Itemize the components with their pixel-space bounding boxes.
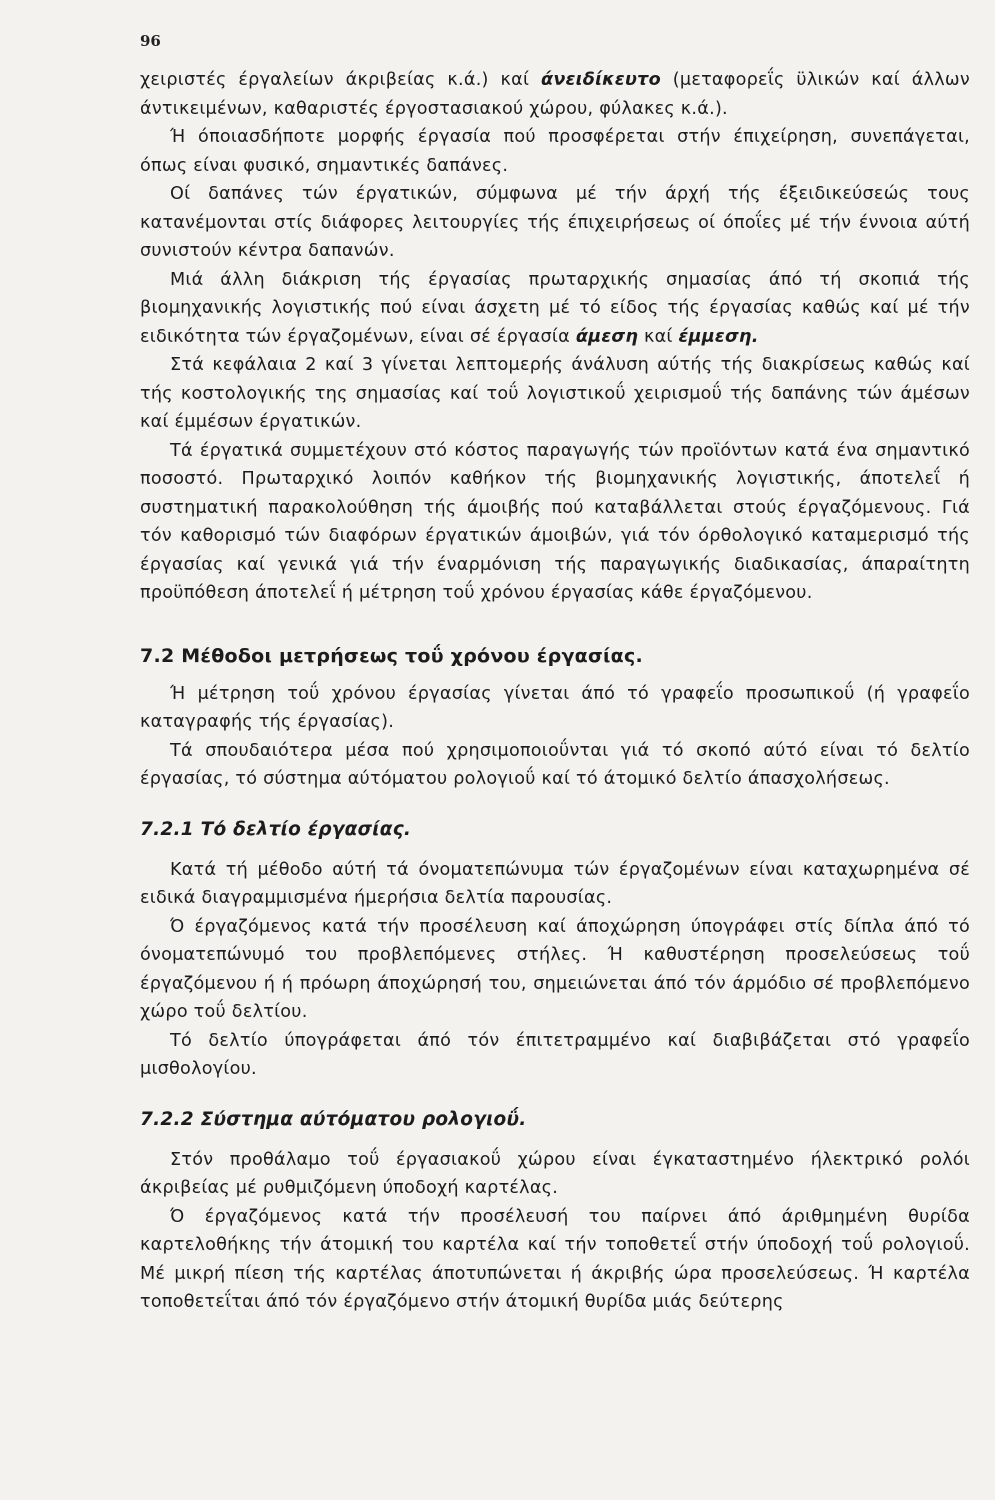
paragraph: Οί δαπάνες τών έργατικών, σύμφωνα μέ τήν άρχή τής έξειδικεύσεώς τους κατανέμονται στίς διάφορες λειτουργίες τής έπιχειρήσεως οί όποΐες μέ τήν έννοια αύτή συνιστούν κέντρα δαπανών. — [140, 184, 970, 261]
paragraph-text: (μεταφορεΐς ϋλικών καί άλλων άντικειμένων, καθαριστές έργοστασιακού χώρου, φύλακες κ.ά.). — [140, 70, 970, 119]
paragraph: Ή μέτρηση τοΰ χρόνου έργασίας γίνεται άπό τό γραφεΐο προσωπικοΰ (ή γραφεΐο καταγραφής τής έργασίας). — [140, 683, 970, 732]
subsection-heading: 7.2.2 Σύστημα αύτόματου ρολογιοΰ. — [140, 1108, 527, 1130]
subsection-heading: 7.2.1 Τό δελτίο έργασίας. — [140, 818, 412, 840]
paragraph: Τό δελτίο ύπογράφεται άπό τόν έπιτετραμμένο καί διαβιβάζεται στό γραφεΐο μισθολογίου. — [140, 1030, 970, 1079]
emphasis-term: έμμεση. — [678, 326, 759, 347]
page-number: 96 — [140, 32, 161, 50]
page-body — [140, 66, 970, 1317]
paragraph: Στόν προθάλαμο τοΰ έργασιακοΰ χώρου είναι έγκαταστημένο ήλεκτρικό ρολόι άκριβείας μέ ρυθμιζόμενη ύποδοχή καρτέλας. — [140, 1149, 970, 1198]
paragraph-text: Μιά άλλη διάκριση τής έργασίας πρωταρχικής σημασίας άπό τή σκοπιά τής βιομηχανικής λογιστικής πού είναι άσχετη μέ τό είδος τής έργασίας καθώς καί μέ τήν ειδικότητα τών έργαζομένων, είναι σέ έργασία — [140, 269, 970, 347]
emphasis-term: άμεση — [575, 326, 639, 347]
paragraph: Στά κεφάλαια 2 καί 3 γίνεται λεπτομερής άνάλυση αύτής τής διακρίσεως καθώς καί τής κοστολογικής της σημασίας καί τοΰ λογιστικοΰ χειρισμοΰ τής δαπάνης τών άμέσων καί έμμέσων έργατικών. — [140, 355, 970, 432]
paragraph-text: καί — [638, 326, 679, 347]
paragraph-continuation — [140, 66, 970, 123]
paragraph: Τά σπουδαιότερα μέσα πού χρησιμοποιοΰνται γιά τό σκοπό αύτό είναι τό δελτίο έργασίας, τό σύστημα αύτόματου ρολογιοΰ καί τό άτομικό δελτίο άπασχολήσεως. — [140, 740, 970, 789]
paragraph — [140, 266, 970, 352]
paragraph: Ό έργαζόμενος κατά τήν προσέλευση καί άποχώρηση ύπογράφει στίς δίπλα άπό τό όνοματεπώνυμό του προβλεπόμενες στήλες. Ή καθυστέρηση προσελεύσεως τοΰ έργαζόμενου ή ή πρόωρη άποχώρησή του, σημειώνεται άπό τόν άρμόδιο σέ προβλεπόμενο χώρο τοΰ δελτίου. — [140, 916, 970, 1022]
section-heading: 7.2 Μέθοδοι μετρήσεως τοΰ χρόνου έργασίας. — [140, 644, 643, 667]
paragraph-text: χειριστές έργαλείων άκριβείας κ.ά.) καί — [140, 70, 542, 90]
paragraph: Ό έργαζόμενος κατά τήν προσέλευσή του παίρνει άπό άριθμημένη θυρίδα καρτελοθήκης τήν άτομική του καρτέλα καί τήν τοποθετεΐ στήν ύποδοχή τοΰ ρολογιοΰ. Μέ μικρή πίεση τής καρτέλας άποτυπώνεται ή άκριβής ώρα προσελεύσεως. Ή καρτέλα τοποθετεΐται άπό τόν έργαζόμενο στήν άτομική θυρίδα μιάς δεύτερης — [140, 1206, 970, 1312]
emphasis-term: άνειδίκευτο — [541, 70, 661, 90]
paragraph: Ή όποιασδήποτε μορφής έργασία πού προσφέρεται στήν έπιχείρηση, συνεπάγεται, όπως είναι φυσικό, σημαντικές δαπάνες. — [140, 127, 970, 176]
paragraph: Τά έργατικά συμμετέχουν στό κόστος παραγωγής τών προϊόντων κατά ένα σημαντικό ποσοστό. Πρωταρχικό λοιπόν καθήκον τής βιομηχανικής λογιστικής, άποτελεΐ ή συστηματική παρακολούθηση τής άμοιβής πού καταβάλλεται στούς έργαζόμενους. Γιά τόν καθορισμό τών διαφόρων έργατικών άμοιβών, γιά τόν όρθολογικό καταμερισμό τής έργασίας καί γενικά γιά τήν έναρμόνιση τής παραγωγικής διαδικασίας, άπαραίτητη προϋπόθεση άποτελεΐ ή μέτρηση τοΰ χρόνου έργασίας κάθε έργαζόμενου. — [140, 440, 970, 603]
paragraph: Κατά τή μέθοδο αύτή τά όνοματεπώνυμα τών έργαζομένων είναι καταχωρημένα σέ ειδικά διαγραμμισμένα ήμερήσια δελτία παρουσίας. — [140, 859, 970, 908]
